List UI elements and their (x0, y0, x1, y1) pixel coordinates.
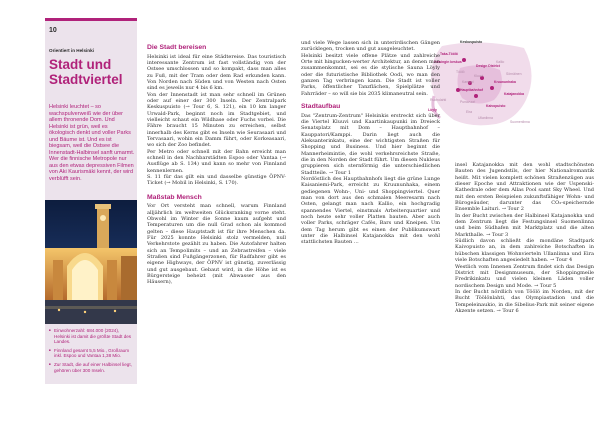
paragraph: Per Metro oder schnell mit der Bahn erreicht man schnell in den Nachbarstädten Espoo oder Vantaa (→ Ausflüge ab S. 134) und kann so mehr von Finnland kennenlernen. (147, 148, 286, 174)
section-label: Orientiert in Helsinki (49, 48, 94, 53)
paragraph: Nordöstlich des Hauptbahnhofs liegt die grüne Lunge Kaisaniemi-Park, erreicht zu Kruununhaka, einem gediegenen Wohn-, Uni- und Shoppingviertel. Quer man von dort aus den schmalen Meeresarm nach Osten, gelangt man nach Kallio, ein hochgradig spannendes Viertel, einstmals Arbeiterquartier und noch heute sehr voller Platten bauten. Aber auch voller Parks, schräger Cafés, Bars und Kneipen. Um dem Tag herum gibt es einen der Publikumswart unter die Halbinsel Katajanokka mit den wohl stattlichsten Bauten … (301, 176, 440, 246)
paragraph: Südlich davon schließt die mondäne Stadtpark Kaivopuisto an, in dem zahlreiche Botschaften in hübschen klassigen Wohnvierteln Ullanlinna und Eira viele Botschaften angesiedelt haben. → Tour 4 (455, 238, 594, 264)
paragraph: Helsinki ist ideal für eine Städtereise. Das touristisch interessante Zentrum ist fast vollständig von der Ostsee umschlossen und so kompakt, dass man alles zu Fuß, mit der Tram oder dem Rad erkunden kann. Von Norden nach Süden und von Westen nach Osten sind es jeweils nur 4 bis 6 km. (147, 53, 286, 92)
map-label: Kruununhaka (494, 80, 516, 84)
map-label: Löyly (428, 108, 437, 112)
paragraph: insel Katajanokka mit den wohl stadtschönsten Bauten des Jugendstils, der hier Nationalromantik heißt. Mit vielen komplett schönen Straßenzügen aus dieser Epoche und Attraktionen wie der Uspenski-Kathedrale oder dem Allas Pool samt Sky Wheel. Und mit den ersten Beispielen zukunftsfähiger Wohn- und Bürogeäuder, darunter das CO₂-speichernde Ensemble Laituri. → Tour 2 (455, 162, 594, 213)
paragraph: S. 11 für das gilt ein und dasselbe günstige ÖPNV-Ticket (→ Mobil in Helsinki, S. 170). (147, 174, 286, 187)
map-label: Kamppi (462, 80, 474, 84)
info-sidebar (45, 18, 137, 384)
map-label: Punavuori (460, 100, 476, 104)
map-label: Kaivopuisto (486, 104, 506, 108)
heading-massstab-mensch: Maßstab Mensch (147, 193, 202, 201)
helsinki-station-photo (45, 200, 137, 324)
sidebar-title: Stadt und Stadtviertel (49, 57, 123, 87)
map-label: Katajanokka (504, 92, 524, 96)
fact-item: ■ Finnland gesamt 5,5 Mio., Großraum inkl. Espoo und Vantaa 1,38 Mio. (49, 348, 135, 359)
paragraph: Von der Innenstadt ist man sehr schnell im Grünen oder auf einer der 300 Inseln. Der Zentralpark Keskuspuisto (→ Tour 6, S. 121), ein 10 km langer Urwald-Park, beginnt noch im Stadtgebiet, und vielleicht schaut ein Wildhase oder Fuchs vorbei. Die Fähre braucht 15 Minuten zu erreichen, selbst innerhalb des Kerns gibt es Inseln wie Seurasaari und Tervasaari, wohin ein Damm führt, oder Korkeasaari, wo sich der Zoo befindet. (147, 91, 286, 149)
paragraph: und viele Wege lassen sich in unterirdischen Gängen zurücklegen, trocken und gut ausgeleuchtet. (301, 40, 440, 53)
map-label: Keskuspuisto (460, 40, 483, 44)
fact-item: ■ Einwohnerzahl: 684.000 (2024), Helsinki ist damit die größte Stadt des Landes. (49, 328, 135, 345)
map-label: Ullanlinna (478, 116, 493, 120)
map-label: Ruoholahti (430, 98, 447, 102)
station-night-illustration (45, 200, 137, 324)
map-label: Töölö (456, 70, 465, 74)
paragraph: Vor Ort versteht man schnell, warum Finnland alljährlich im weltweiten Glücksranking vorne steht. Obwohl im Winter die Sonne kaum aufgeht und Temperaturen um die null Grad schon als kommod gelten – diese Hauptstadt ist für ihre Menschen da. Für 2025 konnte Helsinki stolz vermelden, null Verkehrstote gezählt zu haben. Die Autofahrer halten sich an Tempolimits – und an Zebrastreifen – viele Straßen sind Fußgängerzonen, für Radfahrer gibt es eigene Highways, der ÖPNV ist günstig, zuverlässig und gut ausgebaut. Gebaut wird, in die Höhe ist es Bürgersteige beheizt (mit Abwasser aus den Häusern), (147, 203, 286, 286)
heading-stadt-bereisen: Die Stadt bereisen (147, 44, 207, 51)
sidebar-intro: Helsinki leuchtet – so wachspulverweiß wie der über allem thronende Dom. Und Helsinki ist grün, weil es ökologisch denkt und voller Parks und Bäume ist. Und es ist biegsam, weil die Ostsee die Innenstadt-Halbinsel sanft umarmt. Wer die finnische Metropole nur aus den etwas depressiven Filmen von Aki Kaurismäki kennt, der wird verblüfft sein. (49, 104, 135, 182)
page-number: 10 (49, 27, 57, 34)
text-column-2 (301, 40, 440, 246)
map-label: Kallio (496, 60, 505, 64)
map-label: Hauptbahnhof (460, 88, 483, 92)
fact-item: ■ Zur Stadt, die auf einer Halbinsel liegt, gehören über 300 Inseln. (49, 362, 135, 373)
heading-stadtaufbau: Stadtaufbau (301, 103, 341, 111)
paragraph: In der Bucht nördlich von Töölö im Norden, mit der Bucht Töölönlahti, das Olympiastadion und die Tempeleinaukio, in die Sibelius-Park mit seiner eigene Akzente setzen. → Tour 6 (455, 288, 594, 314)
map-label: Taka-Töölö (440, 52, 458, 56)
paragraph: In der Bucht zwischen der Halbinsel Katajanokka und dem Zentrum liegt die Festungsinsel Suomenlinna und beim Südhafen mit Marktplatz und die alten Markthalle. → Tour 3 (455, 212, 594, 238)
facts-list (49, 328, 135, 376)
text-column-3 (455, 162, 594, 314)
map-label: Design District (476, 64, 500, 68)
map-label: Kluuvi (474, 74, 484, 78)
map-label: Helsingin keskus (434, 60, 462, 64)
paragraph: Westlich vom Innenen Zentrum findet sich das Design District mit Designmuseum, der Shoppingmeile Fredrikinkatu und vielen kleinen Läden voller nordischem Design und Mode. → Tour 5 (455, 263, 594, 289)
map-label: Suomenlinna (510, 120, 530, 124)
paragraph: Das "Zentrum-Zentrum" Helsinkis erstreckt sich über die Viertel Kluuvi und Kaartinkaupunki im Dreieck Senatsplatz mit Dom – Hauptbahnhof – Kauppatori/Kamppi. Darin liegt auch die Aleksanterinkatu, eine der wichtigsten Straßen für Shopping und Business. Und hier beginnt die Mannerheimintie, die wohl verkehrsreichste Straße, die in den Norden der Stadt führt. Um diesen Nukleus gruppieren sich sternförmig die unterschiedlichen Stadtteile. → Tour 1 (301, 112, 440, 176)
paragraph: Helsinki besitzt viele offene Plätze und zahlreiche Orte mit hingucken-werter Architektur, an denen man zusammenkommt, sei es die stylische Sauna Löyly oder die futuristische Bibliothek Oodi, wo man den ganzen Tag verbringen kann. Die Stadt ist voller Parks, öffentlicher Tanzflächen, Spielplätze und Fahrräder – so will sie bis 2035 klimaneutral sein. (301, 52, 440, 97)
text-column-1 (147, 42, 286, 286)
map-label: Sörnäinen (506, 72, 522, 76)
map-label: Eira (466, 110, 473, 114)
